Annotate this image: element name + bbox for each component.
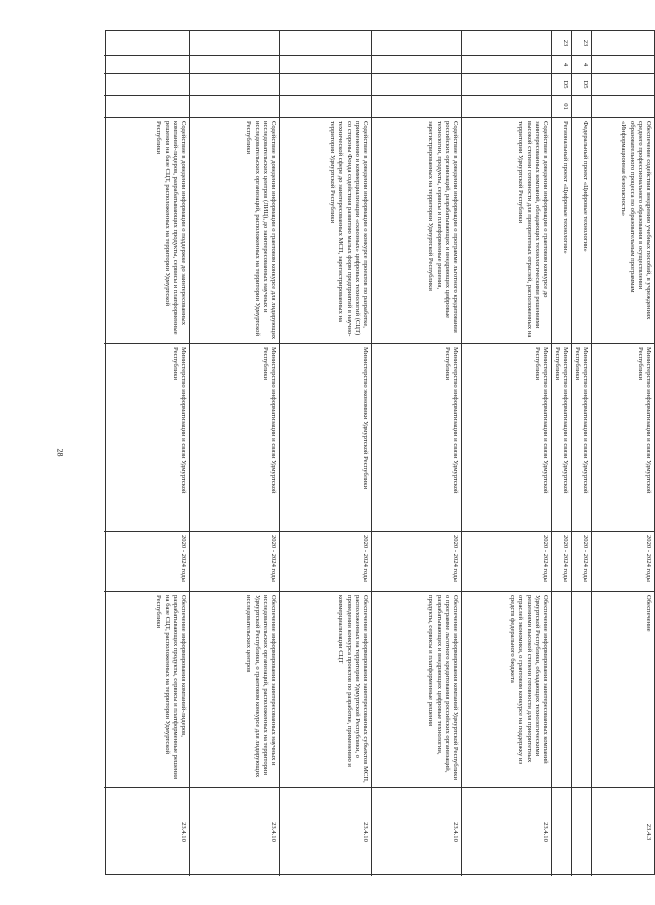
cell-executor: Министерство информатизации и связи Удмуртской Республики bbox=[552, 343, 571, 531]
cell-term: 2020 - 2024 годы bbox=[104, 531, 189, 591]
cell-link: 23.4.10 bbox=[280, 787, 371, 876]
cell-result: Обеспечение bbox=[592, 591, 654, 787]
table-row bbox=[104, 31, 190, 876]
cell-project-code bbox=[462, 73, 551, 95]
cell-project-code bbox=[104, 73, 189, 95]
page-number: 28 bbox=[55, 448, 65, 457]
cell-subsection bbox=[190, 55, 279, 73]
cell-measure-name: Федеральный проект «Цифровые технологии» bbox=[572, 117, 591, 343]
measures-table bbox=[105, 30, 655, 875]
cell-subsection bbox=[104, 55, 189, 73]
table-row bbox=[552, 31, 572, 876]
cell-measure-name: Содействие в доведении информации о поддержке до заинтересованных компаний-лидеров, разрабатывающих продукты, сервисы и платформенные решения на базе СЦТ, расположенных на территории Удмуртской Республики bbox=[104, 117, 189, 343]
cell-result: Обеспечение информирования компаний-лидеров, разрабатывающих продукты, сервисы и платформенные решения на базе СЦТ, расположенных на территории Удмуртской Республики bbox=[104, 591, 189, 787]
cell-link: 23.4.10 bbox=[190, 787, 279, 876]
cell-executor: Министерство информатизации и связи Удмуртской Республики bbox=[572, 343, 591, 531]
cell-link bbox=[552, 787, 571, 876]
cell-section bbox=[280, 31, 371, 55]
table-row bbox=[572, 31, 592, 876]
cell-subsection: 4 bbox=[552, 55, 571, 73]
table-row bbox=[592, 31, 654, 876]
table-row bbox=[462, 31, 552, 876]
cell-project-code bbox=[372, 73, 461, 95]
cell-result: Обеспечение информирования заинтересованных компаний Удмуртской Республики, обладающих технологическими решениями высокой степени готовности для приоритетных отраслей экономики, о грантовом конкурсе на поддержку из средств федерального бюджета bbox=[462, 591, 551, 787]
cell-term: 2020 - 2024 годы bbox=[372, 531, 461, 591]
cell-section: 23 bbox=[582, 39, 589, 47]
cell-measure-name: Обеспечение содействия внедрению учебных пособий, в учреждениях среднего профессионального образования в осуществлении образовательного процесса по образовательным программам «Информационная безопасность» bbox=[592, 117, 654, 343]
cell-project-code bbox=[280, 73, 371, 95]
cell-link: 23.4.10 bbox=[462, 787, 551, 876]
cell-measure-name: Содействие в доведении информации о программе льготного кредитования российских организаций, разрабатывающих и внедряющих цифровые технологии, продукты, сервисы и платформенные решения, зарегистрированных на территории Удмуртской Республики bbox=[372, 117, 461, 343]
cell-executor: Министерство экономики Удмуртской Республики bbox=[280, 343, 371, 531]
cell-result bbox=[572, 591, 591, 787]
table-row bbox=[190, 31, 280, 876]
cell-project-code bbox=[592, 73, 654, 95]
cell-term: 2020 - 2024 годы bbox=[592, 531, 654, 591]
cell-link: 23.4.10 bbox=[372, 787, 461, 876]
cell-item-code bbox=[190, 95, 279, 117]
cell-section bbox=[462, 31, 551, 55]
cell-item-code bbox=[372, 95, 461, 117]
cell-executor: Министерство информатизации и связи Удмуртской Республики bbox=[104, 343, 189, 531]
cell-measure-name: Региональный проект «Цифровые технологии» bbox=[552, 117, 571, 343]
table-row bbox=[372, 31, 462, 876]
cell-executor: Министерство информатизации и связи Удмуртской Республики bbox=[190, 343, 279, 531]
cell-item-code bbox=[280, 95, 371, 117]
cell-link: 23.4.10 bbox=[104, 787, 189, 876]
cell-subsection bbox=[280, 55, 371, 73]
cell-result: Обеспечение информирования заинтересованных научных и исследовательских организаций, расположенных на территории Удмуртской Республики, о грантовом конкурсе для лидирующих исследовательских центров bbox=[190, 591, 279, 787]
cell-subsection bbox=[592, 55, 654, 73]
cell-measure-name: Содействие в доведении информации о грантовом конкурсе до заинтересованных компаний, обладающих технологическими решениями высокой степени готовности для приоритетных отраслей, расположенных на территории Удмуртской Республики bbox=[462, 117, 551, 343]
cell-term: 2020 - 2024 годы bbox=[572, 531, 591, 591]
cell-section bbox=[104, 31, 189, 55]
cell-result: Обеспечение информирования компаний Удмуртской Республики о программе льготного кредитования российских организаций, разрабатывающих и внедряющих цифровые технологии, продукты, сервисы и платформенные решения bbox=[372, 591, 461, 787]
cell-section bbox=[190, 31, 279, 55]
cell-item-code bbox=[462, 95, 551, 117]
cell-link bbox=[572, 787, 591, 876]
cell-item-code bbox=[592, 95, 654, 117]
cell-item-code bbox=[572, 95, 591, 117]
cell-item-code bbox=[104, 95, 189, 117]
cell-measure-name: Содействие в доведении информации о конкурсе проектов по разработке, применению и коммерциализации «сквозных» цифровых технологий (СЦТ) со стороны Фонда содействия развитию малых форм предприятий в научно-технической сфере до заинтересованных МСП, зарегистрированных на территории Удмуртской Республики bbox=[280, 117, 371, 343]
cell-result: Обеспечение информирования заинтересованных субъектов МСП, расположенных на территории Удмуртской Республики, о проведении конкурса проектов по разработке, применению и коммерциализации СЦТ bbox=[280, 591, 371, 787]
cell-result bbox=[552, 591, 571, 787]
cell-subsection bbox=[462, 55, 551, 73]
cell-project-code bbox=[190, 73, 279, 95]
table-row bbox=[280, 31, 372, 876]
cell-subsection: 4 bbox=[572, 55, 591, 73]
cell-project-code: D5 bbox=[572, 73, 591, 95]
cell-section: 23 bbox=[562, 39, 569, 47]
cell-executor: Министерство информатизации и связи Удмуртской Республики bbox=[592, 343, 654, 531]
cell-subsection bbox=[372, 55, 461, 73]
cell-executor: Министерство информатизации и связи Удмуртской Республики bbox=[462, 343, 551, 531]
cell-term: 2020 - 2024 годы bbox=[280, 531, 371, 591]
cell-measure-name: Содействие в доведении информации о грантовом конкурсе для лидирующих исследовательских центров (ЛИЦ), до заинтересованных научных и исследовательских организаций, расположенных на территории Удмуртской Республики bbox=[190, 117, 279, 343]
cell-link: 23.4.3 bbox=[592, 787, 654, 876]
cell-term: 2020 - 2024 годы bbox=[190, 531, 279, 591]
cell-project-code: D5 bbox=[552, 73, 571, 95]
cell-executor: Министерство информатизации и связи Удмуртской Республики bbox=[372, 343, 461, 531]
cell-section bbox=[372, 31, 461, 55]
cell-term: 2020 - 2024 годы bbox=[552, 531, 571, 591]
cell-item-code: 01 bbox=[552, 95, 571, 117]
cell-term: 2020 - 2024 годы bbox=[462, 531, 551, 591]
cell-section bbox=[592, 31, 654, 55]
